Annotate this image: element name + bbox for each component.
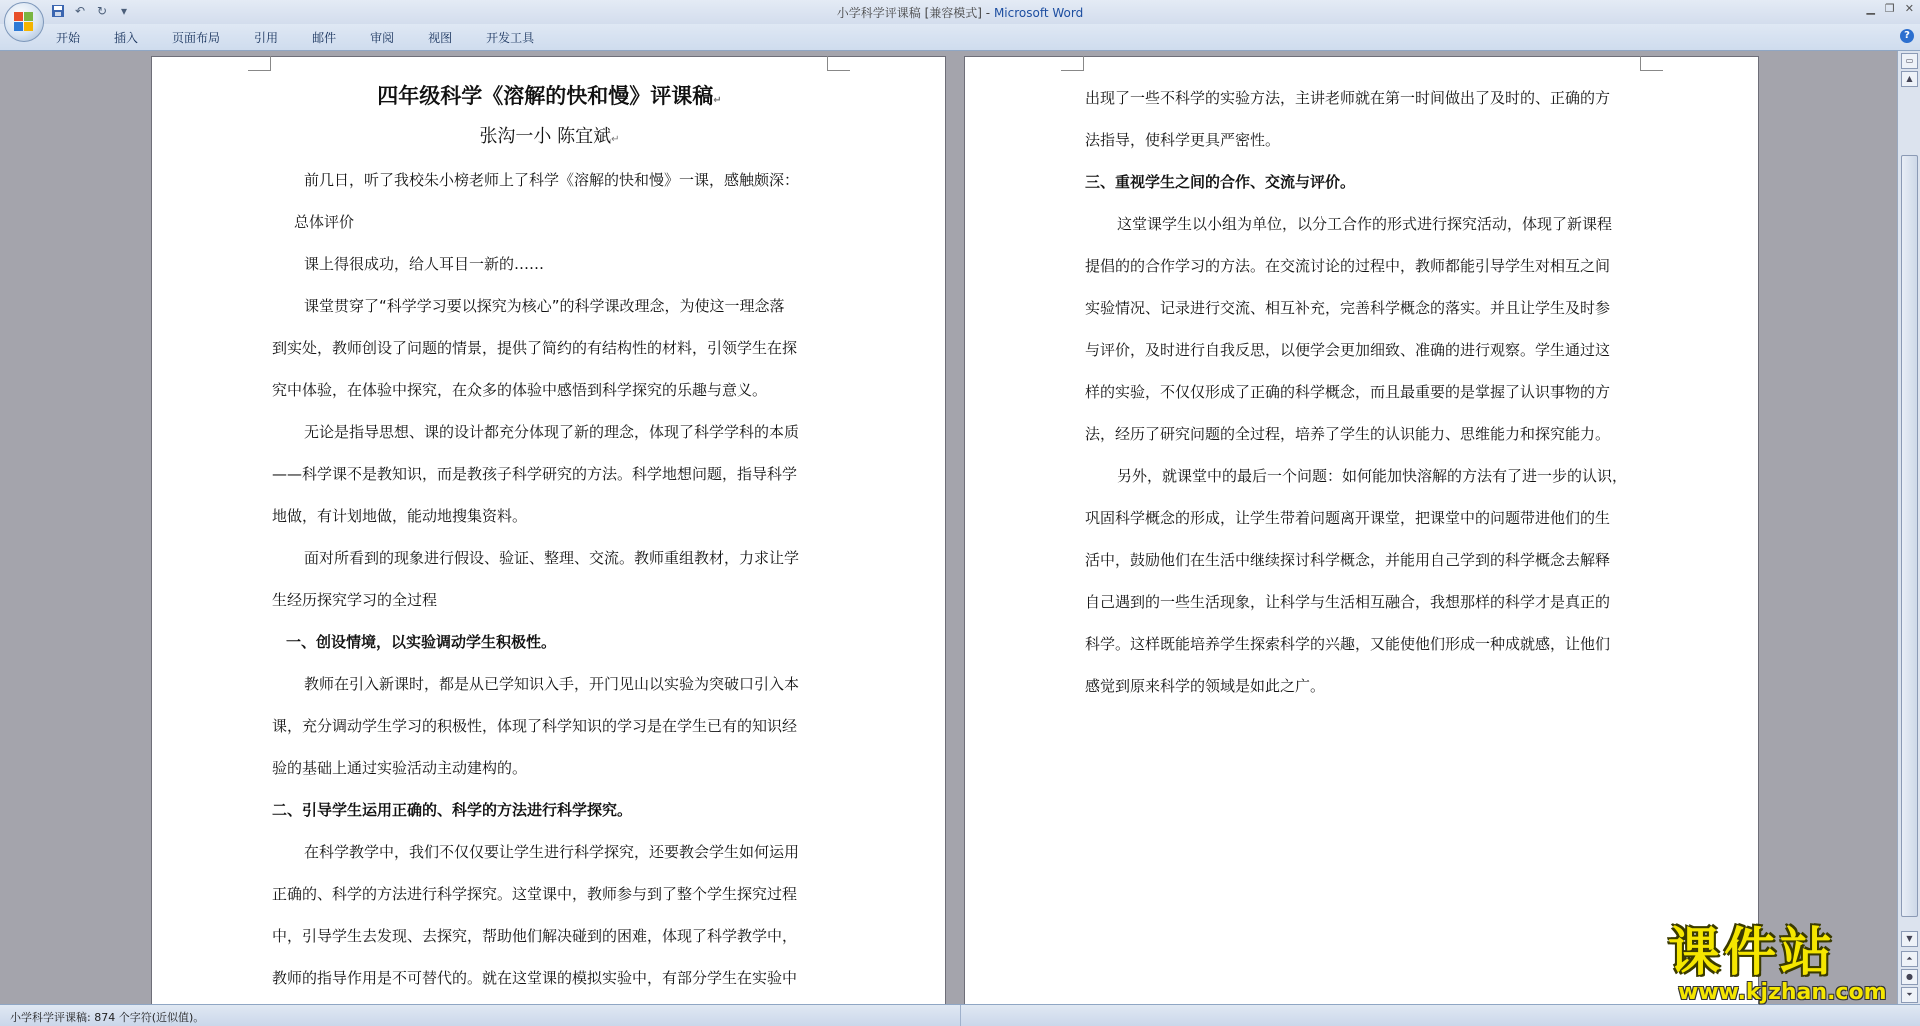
text-line	[272, 201, 827, 243]
text-line-content: 地做，有计划地做，能动地搜集资料。	[272, 507, 528, 525]
help-icon[interactable]: ?	[1900, 29, 1914, 43]
text-line	[272, 957, 827, 999]
text-line	[272, 789, 827, 831]
minimize-icon[interactable]: ▁	[1866, 2, 1875, 15]
text-line-content: 无论是指导思想、课的设计都充分体现了新的理念，体现了科学学科的本质	[304, 423, 800, 441]
text-line	[1085, 581, 1640, 623]
page-1[interactable]	[152, 57, 945, 1004]
ruler-toggle-icon[interactable]: ▭	[1901, 53, 1918, 69]
text-line	[1085, 623, 1640, 665]
undo-icon[interactable]: ↶	[74, 4, 86, 18]
text-line	[272, 579, 827, 621]
text-line-content: 三、重视学生之间的合作、交流与评价。	[1085, 173, 1356, 191]
text-line	[1085, 245, 1640, 287]
text-line-content: 一、创设情境，以实验调动学生积极性。	[286, 633, 557, 651]
window-title	[0, 4, 1920, 21]
text-line	[1085, 119, 1640, 161]
text-line	[1085, 455, 1640, 497]
text-line	[1085, 161, 1640, 203]
text-line	[272, 285, 827, 327]
next-page-icon[interactable]: ⏷	[1901, 987, 1918, 1003]
restore-icon[interactable]: ❐	[1884, 2, 1895, 15]
text-line	[1085, 329, 1640, 371]
tab-developer[interactable]: 开发工具	[486, 31, 535, 45]
watermark-logo	[1668, 925, 1908, 1005]
status-bar	[0, 1004, 1920, 1026]
text-line	[1085, 287, 1640, 329]
scroll-up-icon[interactable]: ▲	[1901, 71, 1918, 87]
text-line-content: 究中体验，在体验中探究，在众多的体验中感悟到科学探究的乐趣与意义。	[272, 381, 768, 399]
tab-view[interactable]: 视图	[428, 31, 453, 45]
vertical-scrollbar[interactable]	[1897, 51, 1920, 1004]
tab-home[interactable]: 开始	[56, 31, 81, 45]
text-line	[272, 369, 827, 411]
document-author: 张沟一小 陈宜斌↵	[479, 126, 620, 147]
crop-mark	[827, 56, 850, 71]
status-text: 小学科学评课稿: 874 个字符(近似值)。	[10, 1011, 205, 1024]
text-line-content: 生经历探究学习的全过程	[272, 591, 438, 609]
text-line-content: 正确的、科学的方法进行科学探究。这堂课中，教师参与到了整个学生探究过程	[272, 885, 798, 903]
text-line	[272, 327, 827, 369]
tab-insert[interactable]: 插入	[114, 31, 139, 45]
status-divider	[960, 1005, 961, 1026]
crop-mark	[1061, 56, 1084, 71]
tab-review[interactable]: 审阅	[370, 31, 395, 45]
text-line-content: 验的基础上通过实验活动主动建构的。	[272, 759, 528, 777]
text-line	[272, 873, 827, 915]
page-2[interactable]	[965, 57, 1758, 1004]
watermark-title: 课件站	[1668, 923, 1837, 983]
scroll-down-icon[interactable]: ▼	[1901, 931, 1918, 947]
page-2-content[interactable]	[1085, 77, 1640, 707]
text-line	[272, 621, 827, 663]
redo-icon[interactable]: ↻	[96, 4, 108, 18]
select-browse-object-icon[interactable]: ●	[1901, 969, 1918, 985]
text-line-content: 课堂贯穿了“科学学习要以探究为核心”的科学课改理念，为使这一理念落	[304, 297, 785, 315]
tab-references[interactable]: 引用	[254, 31, 279, 45]
text-line	[272, 243, 827, 285]
ribbon	[0, 24, 1920, 51]
text-line-content: 活中，鼓励他们在生活中继续探讨科学概念，并能用自己学到的科学概念去解释	[1085, 551, 1611, 569]
text-line-content: 教师在引入新课时，都是从已学知识入手，开门见山以实验为突破口引入本	[304, 675, 800, 693]
text-line-content: 出现了一些不科学的实验方法，主讲老师就在第一时间做出了及时的、正确的方	[1085, 89, 1611, 107]
tab-mailings[interactable]: 邮件	[312, 31, 337, 45]
document-heading: 四年级科学《溶解的快和慢》评课稿↵	[377, 84, 722, 108]
text-line-content: 实验情况、记录进行交流、相互补充，完善科学概念的落实。并且让学生及时参	[1085, 299, 1611, 317]
text-line-content: 自己遇到的一些生活现象，让科学与生活相互融合，我想那样的科学才是真正的	[1085, 593, 1611, 611]
ribbon-tabs	[52, 29, 538, 46]
watermark-url: www.kjzhan.com	[1678, 980, 1887, 1005]
text-line	[1085, 497, 1640, 539]
text-line	[1085, 203, 1640, 245]
customize-qat-icon[interactable]: ▾	[120, 4, 128, 18]
text-line	[272, 663, 827, 705]
text-line-content: 课上得很成功，给人耳目一新的……	[304, 255, 545, 273]
text-line	[272, 453, 827, 495]
text-line-content: 感觉到原来科学的领域是如此之广。	[1085, 677, 1326, 695]
crop-mark	[1640, 56, 1663, 71]
text-line-content: 课，充分调动学生学习的积极性，体现了科学知识的学习是在学生已有的知识经	[272, 717, 798, 735]
text-line-content: 前几日，听了我校朱小榜老师上了科学《溶解的快和慢》一课，感触颇深：	[304, 171, 800, 189]
title-bar	[0, 0, 1920, 24]
text-line-content: 另外，就课堂中的最后一个问题：如何能加快溶解的方法有了进一步的认识，	[1117, 467, 1628, 485]
text-line-content: 法，经历了研究问题的全过程，培养了学生的认识能力、思维能力和探究能力。	[1085, 425, 1611, 443]
text-line-content: 与评价，及时进行自我反思，以便学会更加细致、准确的进行观察。学生通过这	[1085, 341, 1611, 359]
text-line-content: 在科学教学中，我们不仅仅要让学生进行科学探究，还要教会学生如何运用	[304, 843, 800, 861]
text-line	[272, 411, 827, 453]
text-line-content: 到实处，教师创设了问题的情景，提供了简约的有结构性的材料，引领学生在探	[272, 339, 798, 357]
text-line	[272, 831, 827, 873]
text-line-content: 面对所看到的现象进行假设、验证、整理、交流。教师重组教材，力求让学	[304, 549, 800, 567]
text-line-content: 总体评价	[294, 213, 355, 231]
text-line	[272, 915, 827, 957]
text-line	[1085, 77, 1640, 119]
text-line	[272, 747, 827, 789]
document-area[interactable]	[0, 51, 1898, 1004]
text-line	[1085, 665, 1640, 707]
text-line-content: ——科学课不是教知识，而是教孩子科学研究的方法。科学地想问题，指导科学	[272, 465, 798, 483]
text-line-content: 法指导，使科学更具严密性。	[1085, 131, 1281, 149]
text-line	[1085, 539, 1640, 581]
text-line-content: 这堂课学生以小组为单位，以分工合作的形式进行探究活动，体现了新课程	[1117, 215, 1613, 233]
page-1-lines	[272, 159, 827, 999]
office-button[interactable]	[4, 2, 44, 42]
office-logo-icon	[14, 12, 34, 32]
crop-mark	[248, 56, 271, 71]
previous-page-icon[interactable]: ⏶	[1901, 951, 1918, 967]
window-controls	[1866, 2, 1914, 15]
text-line-content: 二、引导学生运用正确的、科学的方法进行科学探究。	[272, 801, 633, 819]
text-line	[1085, 371, 1640, 413]
text-line-content: 提倡的的合作学习的方法。在交流讨论的过程中，教师都能引导学生对相互之间	[1085, 257, 1611, 275]
close-icon[interactable]: ✕	[1904, 2, 1914, 15]
app-name: Microsoft Word	[993, 6, 1084, 20]
tab-page-layout[interactable]: 页面布局	[172, 31, 221, 45]
text-line-content: 中，引导学生去发现、去探究，帮助他们解决碰到的困难，体现了科学教学中，	[272, 927, 798, 945]
text-line-content: 样的实验，不仅仅形成了正确的科学概念，而且最重要的是掌握了认识事物的方	[1085, 383, 1611, 401]
scroll-thumb[interactable]	[1901, 155, 1918, 917]
text-line	[272, 705, 827, 747]
text-line	[272, 159, 827, 201]
text-line-content: 科学。这样既能培养学生探索科学的兴趣，又能使他们形成一种成就感，让他们	[1085, 635, 1611, 653]
text-line	[272, 495, 827, 537]
title-separator: -	[981, 6, 994, 20]
text-line	[1085, 413, 1640, 455]
page-2-lines	[1085, 77, 1640, 707]
text-line	[272, 537, 827, 579]
text-line-content: 教师的指导作用是不可替代的。就在这堂课的模拟实验中，有部分学生在实验中	[272, 969, 798, 987]
page-1-content[interactable]	[272, 77, 827, 999]
text-line-content: 巩固科学概念的形成，让学生带着问题离开课堂，把课堂中的问题带进他们的生	[1085, 509, 1611, 527]
document-title: 小学科学评课稿 [兼容模式]	[836, 6, 982, 20]
